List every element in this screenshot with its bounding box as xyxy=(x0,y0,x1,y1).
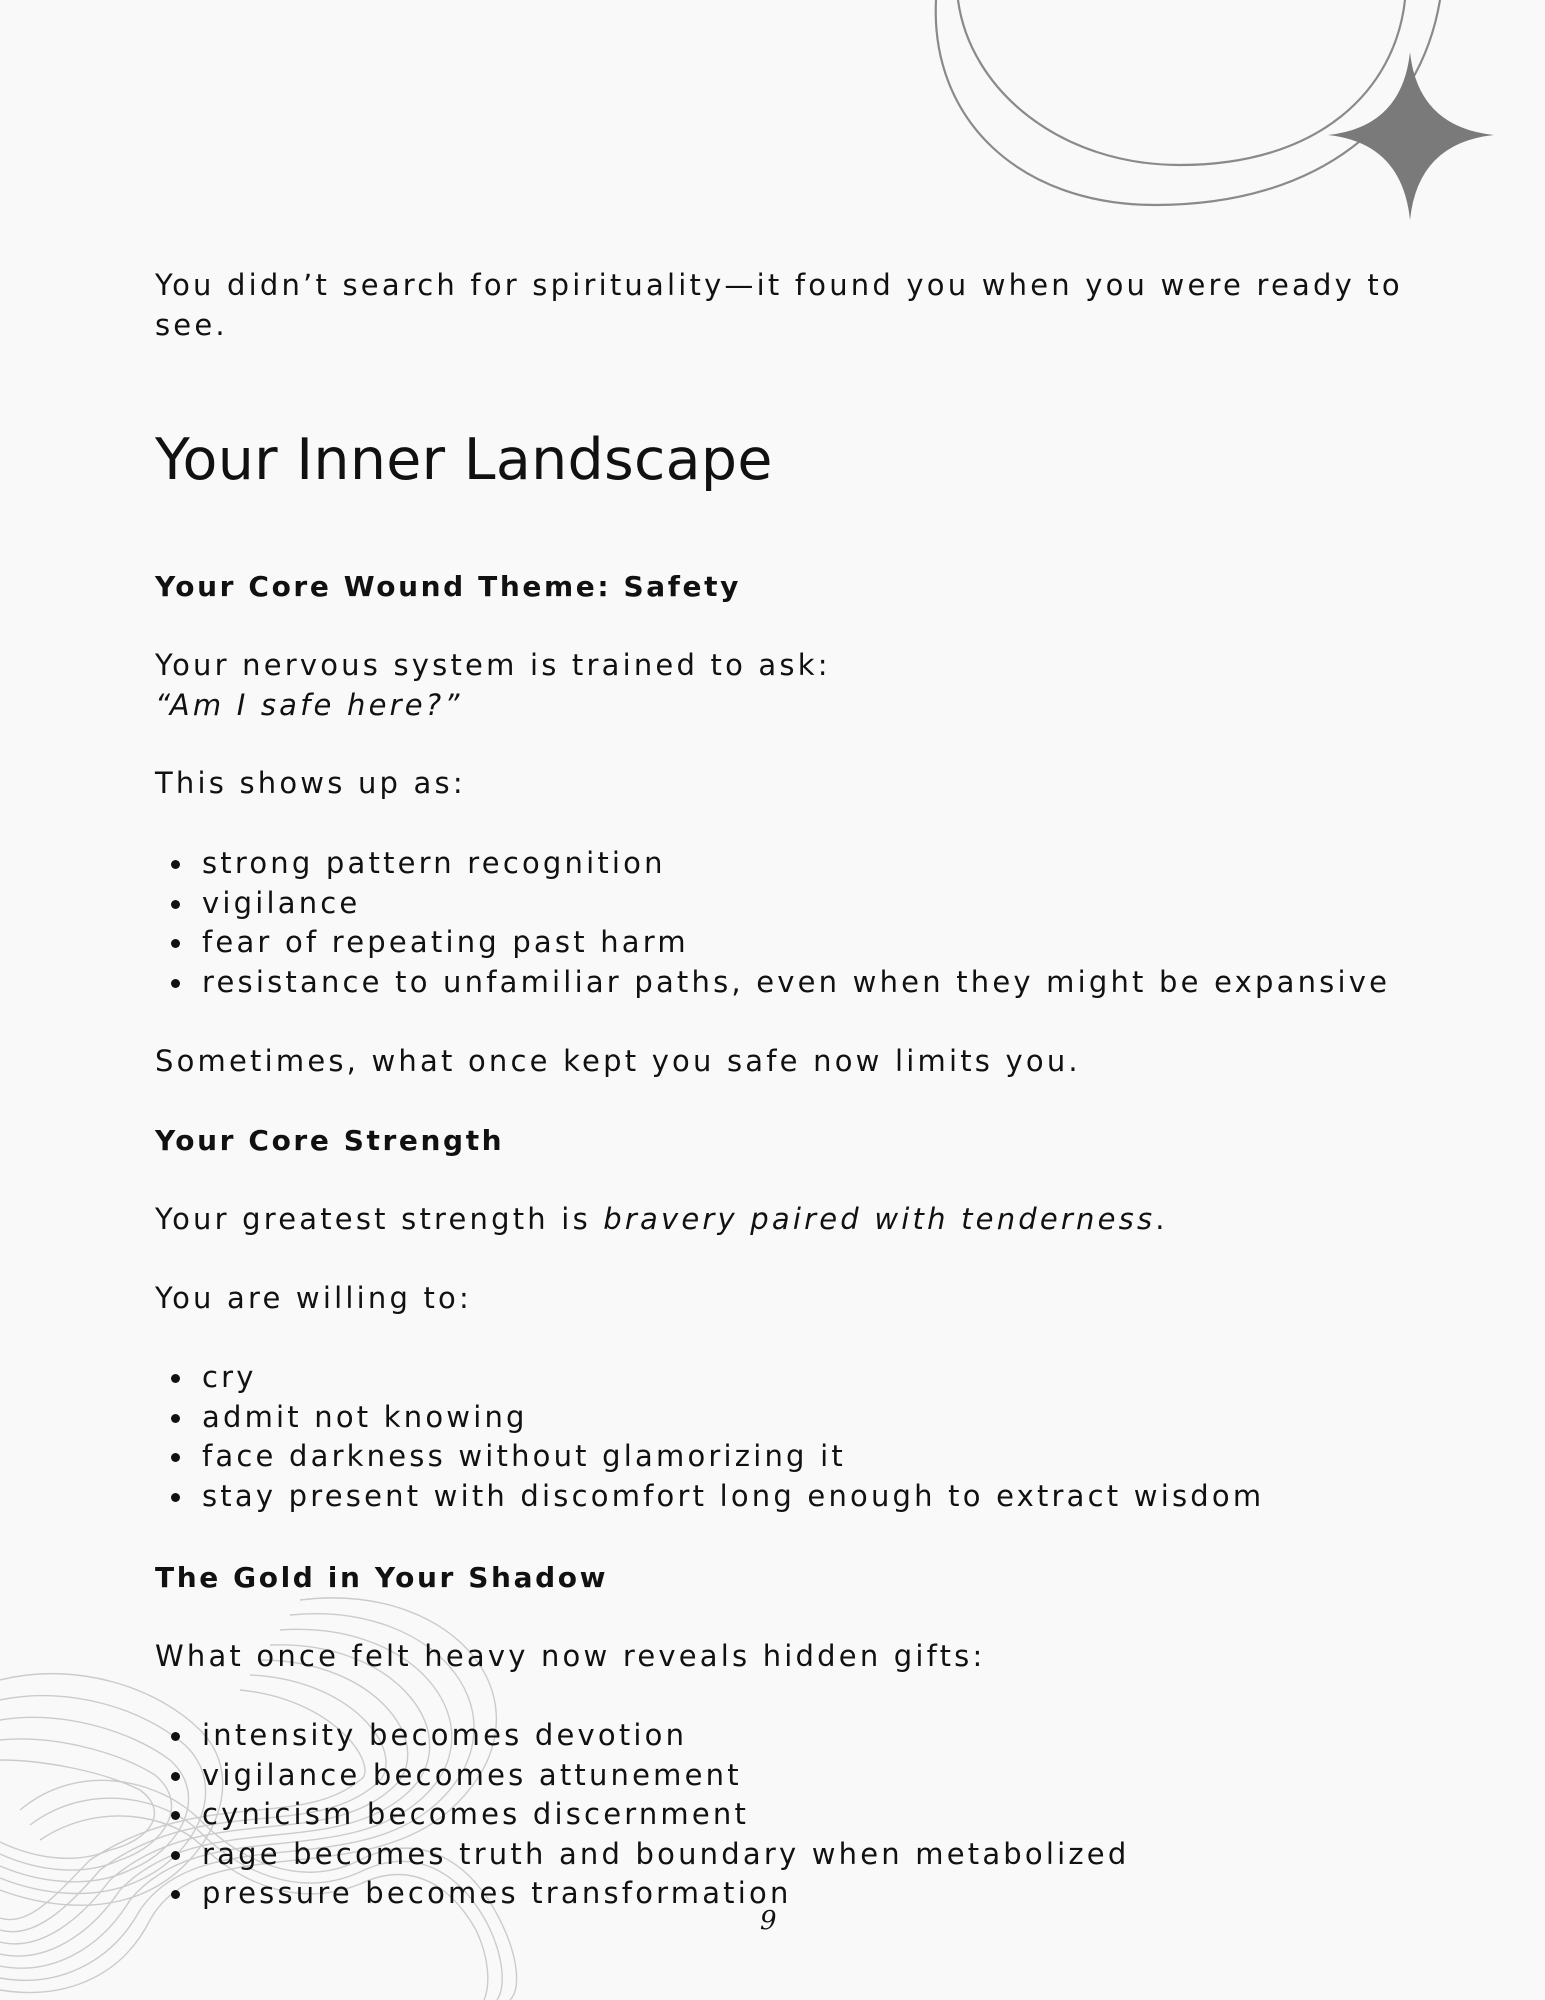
page-number: 9 xyxy=(760,1906,777,1936)
four-point-star-icon xyxy=(1328,52,1494,220)
list-item: vigilance becomes attunement xyxy=(155,1756,1129,1796)
orbit-line-inner xyxy=(958,0,1405,165)
strength-end: . xyxy=(1155,1202,1168,1236)
list-item: resistance to unfamiliar paths, even when they might be expansive xyxy=(155,963,1390,1003)
shadow-heading: The Gold in Your Shadow xyxy=(155,1561,609,1594)
list-item: stay present with discomfort long enough to extract wisdom xyxy=(155,1477,1264,1517)
list-item: intensity becomes devotion xyxy=(155,1716,1129,1756)
wound-closing: Sometimes, what once kept you safe now limits you. xyxy=(155,1044,1081,1078)
list-item: rage becomes truth and boundary when metabolized xyxy=(155,1835,1129,1875)
willing-label: You are willing to: xyxy=(155,1281,472,1315)
strength-statement xyxy=(155,1200,1168,1240)
list-item: vigilance xyxy=(155,884,1390,924)
list-item: cynicism becomes discernment xyxy=(155,1795,1129,1835)
list-item: strong pattern recognition xyxy=(155,844,1390,884)
list-item: cry xyxy=(155,1358,1264,1398)
list-item: fear of repeating past harm xyxy=(155,923,1390,963)
shadow-lead: What once felt heavy now reveals hidden gifts: xyxy=(155,1639,986,1673)
shadow-list xyxy=(155,1716,1129,1914)
list-item: face darkness without glamorizing it xyxy=(155,1437,1264,1477)
shows-up-label: This shows up as: xyxy=(155,766,466,800)
list-item: pressure becomes transformation xyxy=(155,1874,1129,1914)
list-item: admit not knowing xyxy=(155,1398,1264,1438)
strength-lead: Your greatest strength is xyxy=(155,1202,604,1236)
strength-heading: Your Core Strength xyxy=(155,1124,505,1157)
wound-line: Your nervous system is trained to ask: xyxy=(155,648,831,682)
page-title: Your Inner Landscape xyxy=(155,427,773,493)
wound-list xyxy=(155,844,1390,1002)
top-ornament xyxy=(900,0,1545,240)
orbit-line-outer xyxy=(936,0,1440,205)
intro-paragraph: You didn’t search for spirituality—it found you when you were ready to see. xyxy=(155,268,1403,342)
strength-emphasis: bravery paired with tenderness xyxy=(603,1202,1156,1236)
strength-list xyxy=(155,1358,1264,1516)
wound-heading: Your Core Wound Theme: Safety xyxy=(155,570,741,603)
wound-quote: “Am I safe here?” xyxy=(155,688,463,722)
